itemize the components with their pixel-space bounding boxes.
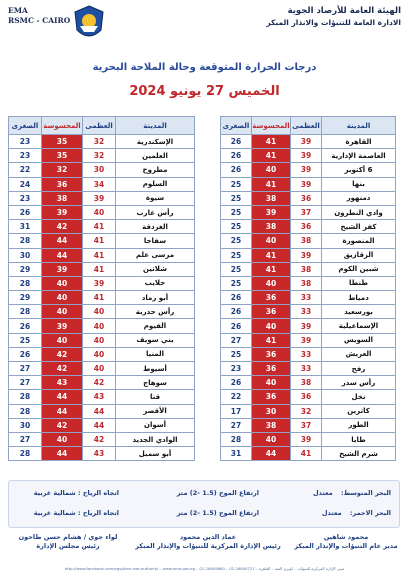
red-sea-label: البحر الاحمر: bbox=[349, 509, 391, 517]
min-temp-cell: 25 bbox=[221, 262, 252, 276]
city-name-cell: أسيوط bbox=[116, 362, 195, 376]
min-temp-cell: 23 bbox=[221, 362, 252, 376]
min-temp-cell: 28 bbox=[9, 305, 42, 319]
city-name-cell: رأس غارب bbox=[116, 205, 195, 219]
feel-temp-cell: 35 bbox=[42, 135, 83, 149]
header-city: المدينة bbox=[322, 117, 396, 135]
table-row bbox=[221, 220, 396, 234]
feel-temp-cell: 36 bbox=[252, 390, 291, 404]
city-name-cell: طنطا bbox=[322, 276, 396, 290]
table-row bbox=[9, 149, 195, 163]
feel-temp-cell: 40 bbox=[252, 319, 291, 333]
table-row bbox=[221, 418, 396, 432]
city-name-cell: 6 أكتوبر bbox=[322, 163, 396, 177]
city-name-cell: العاصمة الإدارية bbox=[322, 149, 396, 163]
max-temp-cell: 41 bbox=[83, 220, 116, 234]
table-row bbox=[221, 177, 396, 191]
city-name-cell: الإسماعيلية bbox=[322, 319, 396, 333]
min-temp-cell: 28 bbox=[9, 276, 42, 290]
city-name-cell: قنا bbox=[116, 390, 195, 404]
table-row bbox=[221, 291, 396, 305]
max-temp-cell: 30 bbox=[83, 163, 116, 177]
max-temp-cell: 33 bbox=[291, 347, 322, 361]
min-temp-cell: 27 bbox=[9, 362, 42, 376]
min-temp-cell: 28 bbox=[9, 234, 42, 248]
max-temp-cell: 37 bbox=[291, 418, 322, 432]
max-temp-cell: 36 bbox=[291, 191, 322, 205]
city-name-cell: المنصورة bbox=[322, 234, 396, 248]
feel-temp-cell: 38 bbox=[42, 191, 83, 205]
org-line-2: الادارة العامة للتنبؤات والانذار المبكر bbox=[266, 18, 401, 27]
city-name-cell: الأقصر bbox=[116, 404, 195, 418]
min-temp-cell: 26 bbox=[9, 205, 42, 219]
min-temp-cell: 25 bbox=[9, 333, 42, 347]
feel-temp-cell: 41 bbox=[252, 149, 291, 163]
city-name-cell: بنها bbox=[322, 177, 396, 191]
table-row bbox=[9, 390, 195, 404]
feel-temp-cell: 44 bbox=[252, 447, 291, 461]
feel-temp-cell: 40 bbox=[42, 305, 83, 319]
table-row bbox=[9, 177, 195, 191]
red-wind: اتجاه الرياح : شمالية غربية bbox=[33, 509, 119, 517]
feel-temp-cell: 44 bbox=[42, 248, 83, 262]
org-line-1: الهيئة العامة للأرصاد الجوية bbox=[287, 6, 401, 16]
table-row bbox=[9, 291, 195, 305]
min-temp-cell: 25 bbox=[221, 276, 252, 290]
min-temp-cell: 25 bbox=[221, 347, 252, 361]
max-temp-cell: 39 bbox=[291, 135, 322, 149]
max-temp-cell: 33 bbox=[291, 305, 322, 319]
feel-temp-cell: 40 bbox=[252, 376, 291, 390]
feel-temp-cell: 38 bbox=[252, 418, 291, 432]
min-temp-cell: 26 bbox=[9, 347, 42, 361]
city-name-cell: العريش bbox=[322, 347, 396, 361]
table-row bbox=[9, 418, 195, 432]
min-temp-cell: 24 bbox=[9, 177, 42, 191]
table-row bbox=[9, 404, 195, 418]
feel-temp-cell: 42 bbox=[42, 220, 83, 234]
min-temp-cell: 23 bbox=[9, 149, 42, 163]
med-sea-label: البحر المتوسط: bbox=[340, 489, 391, 497]
max-temp-cell: 38 bbox=[291, 376, 322, 390]
feel-temp-cell: 40 bbox=[42, 291, 83, 305]
feel-temp-cell: 39 bbox=[42, 262, 83, 276]
max-temp-cell: 38 bbox=[291, 276, 322, 290]
signature-right bbox=[290, 533, 402, 551]
max-temp-cell: 41 bbox=[83, 248, 116, 262]
table-row bbox=[9, 248, 195, 262]
max-temp-cell: 39 bbox=[291, 177, 322, 191]
min-temp-cell: 26 bbox=[221, 163, 252, 177]
feel-temp-cell: 40 bbox=[252, 234, 291, 248]
min-temp-cell: 23 bbox=[9, 135, 42, 149]
max-temp-cell: 43 bbox=[83, 390, 116, 404]
max-temp-cell: 44 bbox=[83, 418, 116, 432]
max-temp-cell: 40 bbox=[83, 362, 116, 376]
city-name-cell: أسوان bbox=[116, 418, 195, 432]
max-temp-cell: 39 bbox=[83, 191, 116, 205]
max-temp-cell: 39 bbox=[291, 248, 322, 262]
signature-left-title: رئيس مجلس الإدارة bbox=[36, 542, 100, 550]
feel-temp-cell: 42 bbox=[42, 418, 83, 432]
max-temp-cell: 41 bbox=[83, 234, 116, 248]
header-feel: المحسوسة bbox=[42, 117, 83, 135]
city-name-cell: رأس حدربة bbox=[116, 305, 195, 319]
table-row bbox=[9, 205, 195, 219]
city-name-cell: شبين الكوم bbox=[322, 262, 396, 276]
city-name-cell: الطور bbox=[322, 418, 396, 432]
city-name-cell: المنيا bbox=[116, 347, 195, 361]
table-row bbox=[221, 205, 396, 219]
header-min: الصغرى bbox=[9, 117, 42, 135]
feel-temp-cell: 44 bbox=[42, 447, 83, 461]
min-temp-cell: 28 bbox=[221, 432, 252, 446]
min-temp-cell: 25 bbox=[221, 205, 252, 219]
city-name-cell: رفح bbox=[322, 362, 396, 376]
min-temp-cell: 25 bbox=[221, 234, 252, 248]
header bbox=[0, 0, 409, 50]
max-temp-cell: 34 bbox=[83, 177, 116, 191]
header-city: المدينة bbox=[116, 117, 195, 135]
feel-temp-cell: 36 bbox=[252, 305, 291, 319]
max-temp-cell: 39 bbox=[291, 333, 322, 347]
min-temp-cell: 25 bbox=[221, 177, 252, 191]
table-row bbox=[221, 319, 396, 333]
min-temp-cell: 31 bbox=[9, 220, 42, 234]
table-row bbox=[221, 390, 396, 404]
table-row bbox=[221, 149, 396, 163]
city-name-cell: الغردقة bbox=[116, 220, 195, 234]
feel-temp-cell: 39 bbox=[42, 319, 83, 333]
feel-temp-cell: 42 bbox=[42, 347, 83, 361]
min-temp-cell: 27 bbox=[9, 432, 42, 446]
feel-temp-cell: 36 bbox=[252, 291, 291, 305]
feel-temp-cell: 40 bbox=[42, 276, 83, 290]
city-name-cell: شلاتين bbox=[116, 262, 195, 276]
table-row bbox=[9, 276, 195, 290]
min-temp-cell: 30 bbox=[9, 248, 42, 262]
min-temp-cell: 26 bbox=[221, 376, 252, 390]
min-temp-cell: 29 bbox=[9, 262, 42, 276]
min-temp-cell: 30 bbox=[9, 418, 42, 432]
min-temp-cell: 27 bbox=[221, 333, 252, 347]
min-temp-cell: 26 bbox=[221, 149, 252, 163]
max-temp-cell: 32 bbox=[83, 135, 116, 149]
min-temp-cell: 25 bbox=[221, 220, 252, 234]
header-min: الصغرى bbox=[221, 117, 252, 135]
table-row bbox=[221, 234, 396, 248]
min-temp-cell: 26 bbox=[221, 319, 252, 333]
city-name-cell: السلوم bbox=[116, 177, 195, 191]
max-temp-cell: 33 bbox=[291, 362, 322, 376]
city-name-cell: وادي النطرون bbox=[322, 205, 396, 219]
city-name-cell: بني سويف bbox=[116, 333, 195, 347]
max-temp-cell: 33 bbox=[291, 291, 322, 305]
feel-temp-cell: 38 bbox=[252, 191, 291, 205]
min-temp-cell: 27 bbox=[9, 376, 42, 390]
left-temperature-table bbox=[8, 116, 195, 461]
header-max: العظمى bbox=[291, 117, 322, 135]
header-max: العظمى bbox=[83, 117, 116, 135]
city-name-cell: أبو رماد bbox=[116, 291, 195, 305]
feel-temp-cell: 40 bbox=[252, 163, 291, 177]
table-row bbox=[221, 262, 396, 276]
city-name-cell: الإسكندرية bbox=[116, 135, 195, 149]
table-row bbox=[221, 248, 396, 262]
max-temp-cell: 39 bbox=[291, 163, 322, 177]
min-temp-cell: 22 bbox=[221, 390, 252, 404]
signature-left-name: لواء جوي / هشام حسن طاحون bbox=[18, 533, 118, 541]
table-row bbox=[9, 347, 195, 361]
table-row bbox=[221, 432, 396, 446]
feel-temp-cell: 44 bbox=[42, 390, 83, 404]
ema-logo-icon bbox=[72, 4, 106, 44]
feel-temp-cell: 40 bbox=[42, 333, 83, 347]
red-sea-state: معتدل bbox=[321, 509, 342, 517]
city-name-cell: القاهرة bbox=[322, 135, 396, 149]
table-row bbox=[221, 163, 396, 177]
feel-temp-cell: 41 bbox=[252, 135, 291, 149]
max-temp-cell: 41 bbox=[291, 447, 322, 461]
min-temp-cell: 29 bbox=[9, 291, 42, 305]
table-row bbox=[9, 305, 195, 319]
max-temp-cell: 38 bbox=[291, 234, 322, 248]
table-row bbox=[9, 319, 195, 333]
max-temp-cell: 42 bbox=[83, 376, 116, 390]
city-name-cell: طابا bbox=[322, 432, 396, 446]
table-row bbox=[9, 447, 195, 461]
min-temp-cell: 26 bbox=[221, 291, 252, 305]
feel-temp-cell: 40 bbox=[42, 432, 83, 446]
table-row bbox=[9, 220, 195, 234]
city-name-cell: كفر الشيخ bbox=[322, 220, 396, 234]
min-temp-cell: 28 bbox=[9, 404, 42, 418]
min-temp-cell: 28 bbox=[9, 447, 42, 461]
city-name-cell: شرم الشيخ bbox=[322, 447, 396, 461]
min-temp-cell: 17 bbox=[221, 404, 252, 418]
signature-center-title: رئيس الإدارة المركزية للتنبؤات والإنذار المبكر bbox=[135, 542, 281, 550]
max-temp-cell: 41 bbox=[83, 262, 116, 276]
feel-temp-cell: 35 bbox=[42, 149, 83, 163]
table-row bbox=[9, 432, 195, 446]
max-temp-cell: 37 bbox=[291, 205, 322, 219]
forecast-date: الخميس 27 يونيو 2024 bbox=[129, 84, 280, 99]
min-temp-cell: 26 bbox=[9, 319, 42, 333]
ema-label bbox=[8, 6, 70, 26]
signature-left bbox=[8, 533, 128, 551]
signature-right-title: مدير عام التنبؤات والإنذار المبكر bbox=[294, 542, 398, 550]
feel-temp-cell: 40 bbox=[252, 276, 291, 290]
max-temp-cell: 38 bbox=[291, 262, 322, 276]
feel-temp-cell: 41 bbox=[252, 177, 291, 191]
max-temp-cell: 36 bbox=[291, 390, 322, 404]
feel-temp-cell: 41 bbox=[252, 333, 291, 347]
page-title: درجات الحرارة المتوقعة وحالة الملاحة البحرية bbox=[92, 62, 317, 73]
feel-temp-cell: 44 bbox=[42, 404, 83, 418]
min-temp-cell: 25 bbox=[221, 191, 252, 205]
table-row bbox=[221, 305, 396, 319]
feel-temp-cell: 32 bbox=[42, 163, 83, 177]
max-temp-cell: 39 bbox=[83, 276, 116, 290]
right-temperature-table bbox=[220, 116, 396, 461]
sea-conditions-box bbox=[8, 480, 400, 528]
feel-temp-cell: 44 bbox=[42, 234, 83, 248]
feel-temp-cell: 38 bbox=[252, 220, 291, 234]
med-sea-row bbox=[313, 489, 391, 497]
city-name-cell: دمنهور bbox=[322, 191, 396, 205]
min-temp-cell: 27 bbox=[221, 418, 252, 432]
city-name-cell: رأس سدر bbox=[322, 376, 396, 390]
city-name-cell: الفيوم bbox=[116, 319, 195, 333]
max-temp-cell: 41 bbox=[83, 291, 116, 305]
city-name-cell: كاترين bbox=[322, 404, 396, 418]
city-name-cell: السويس bbox=[322, 333, 396, 347]
max-temp-cell: 44 bbox=[83, 404, 116, 418]
table-row bbox=[9, 376, 195, 390]
rsmc-text: RSMC - CAIRO bbox=[8, 16, 71, 25]
table-row bbox=[9, 262, 195, 276]
organization-name bbox=[266, 6, 401, 28]
feel-temp-cell: 42 bbox=[42, 362, 83, 376]
med-sea-state: معتدل bbox=[312, 489, 333, 497]
red-wave: ارتفاع الموج (1.5 -2) متر bbox=[176, 509, 259, 517]
max-temp-cell: 32 bbox=[83, 149, 116, 163]
table-row bbox=[221, 447, 396, 461]
min-temp-cell: 26 bbox=[221, 305, 252, 319]
feel-temp-cell: 39 bbox=[42, 205, 83, 219]
max-temp-cell: 40 bbox=[83, 347, 116, 361]
med-wave: ارتفاع الموج (1.5 -2) متر bbox=[176, 489, 259, 497]
signature-center-name: عماد الدين محمود bbox=[179, 533, 237, 541]
table-row bbox=[9, 191, 195, 205]
city-name-cell: الزقازيق bbox=[322, 248, 396, 262]
signature-right-name: محمود شاهين bbox=[323, 533, 369, 541]
min-temp-cell: 25 bbox=[221, 248, 252, 262]
city-name-cell: مرسى علم bbox=[116, 248, 195, 262]
table-row bbox=[221, 135, 396, 149]
min-temp-cell: 22 bbox=[9, 163, 42, 177]
city-name-cell: دمياط bbox=[322, 291, 396, 305]
table-row bbox=[221, 333, 396, 347]
max-temp-cell: 40 bbox=[83, 305, 116, 319]
max-temp-cell: 42 bbox=[83, 432, 116, 446]
min-temp-cell: 23 bbox=[9, 191, 42, 205]
max-temp-cell: 36 bbox=[291, 220, 322, 234]
max-temp-cell: 39 bbox=[291, 149, 322, 163]
city-name-cell: نخل bbox=[322, 390, 396, 404]
feel-temp-cell: 41 bbox=[252, 262, 291, 276]
table-row bbox=[9, 333, 195, 347]
table-row bbox=[221, 362, 396, 376]
table-row bbox=[9, 135, 195, 149]
min-temp-cell: 28 bbox=[9, 390, 42, 404]
max-temp-cell: 40 bbox=[83, 319, 116, 333]
feel-temp-cell: 36 bbox=[252, 347, 291, 361]
city-name-cell: سوهاج bbox=[116, 376, 195, 390]
feel-temp-cell: 36 bbox=[252, 362, 291, 376]
feel-temp-cell: 43 bbox=[42, 376, 83, 390]
city-name-cell: مطروح bbox=[116, 163, 195, 177]
table-row bbox=[221, 404, 396, 418]
red-sea-row bbox=[322, 509, 391, 517]
city-name-cell: أبو سمبل bbox=[116, 447, 195, 461]
signature-center bbox=[128, 533, 288, 551]
header-feel: المحسوسة bbox=[252, 117, 291, 135]
city-name-cell: سيوة bbox=[116, 191, 195, 205]
max-temp-cell: 39 bbox=[291, 319, 322, 333]
feel-temp-cell: 40 bbox=[252, 432, 291, 446]
med-wind: اتجاه الرياح : شمالية غربية bbox=[33, 489, 119, 497]
table-row bbox=[221, 347, 396, 361]
table-row bbox=[9, 234, 195, 248]
city-name-cell: الوادي الجديد bbox=[116, 432, 195, 446]
max-temp-cell: 43 bbox=[83, 447, 116, 461]
max-temp-cell: 32 bbox=[291, 404, 322, 418]
min-temp-cell: 31 bbox=[221, 447, 252, 461]
feel-temp-cell: 36 bbox=[42, 177, 83, 191]
feel-temp-cell: 39 bbox=[252, 205, 291, 219]
city-name-cell: سفاجا bbox=[116, 234, 195, 248]
feel-temp-cell: 41 bbox=[252, 248, 291, 262]
city-name-cell: العلمين bbox=[116, 149, 195, 163]
table-row bbox=[221, 191, 396, 205]
city-name-cell: بورسعيد bbox=[322, 305, 396, 319]
table-row bbox=[221, 276, 396, 290]
min-temp-cell: 26 bbox=[221, 135, 252, 149]
max-temp-cell: 40 bbox=[83, 205, 116, 219]
table-row bbox=[9, 362, 195, 376]
table-row bbox=[221, 376, 396, 390]
max-temp-cell: 40 bbox=[83, 333, 116, 347]
feel-temp-cell: 30 bbox=[252, 404, 291, 418]
table-row bbox=[9, 163, 195, 177]
ema-text: EMA bbox=[8, 6, 28, 15]
city-name-cell: حلايب bbox=[116, 276, 195, 290]
contact-footer: http://www.facebook.com/egyptian.met.authority – www.ema.gov.eg – 02-26849860 – 02-26840727 – مبنى الإدارة المركزية للتنبؤات – كوبري القبة – القاهرة bbox=[64, 566, 345, 571]
max-temp-cell: 39 bbox=[291, 432, 322, 446]
